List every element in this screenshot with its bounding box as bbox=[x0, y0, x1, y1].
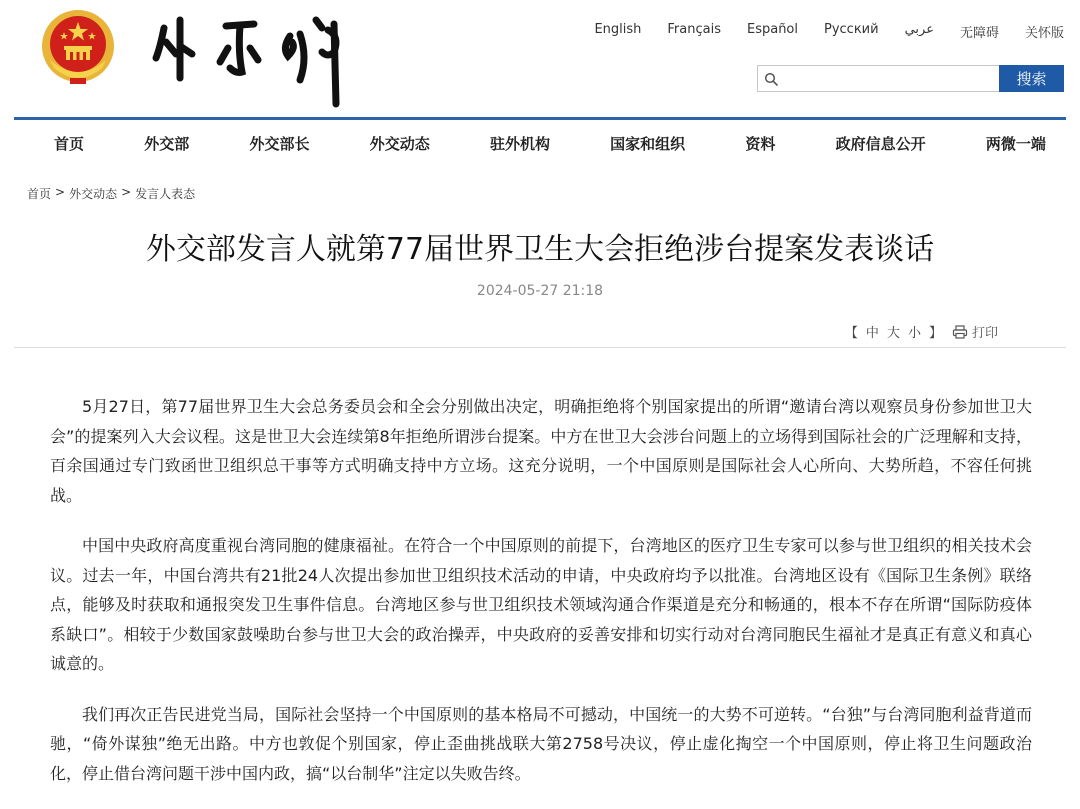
accessibility-link[interactable]: 无障碍 bbox=[959, 26, 999, 41]
nav-item-countries[interactable]: 国家和组织 bbox=[610, 134, 686, 153]
nav-item-missions[interactable]: 驻外机构 bbox=[489, 134, 550, 153]
breadcrumb-separator: > bbox=[55, 185, 66, 199]
article-title: 外交部发言人就第77届世界卫生大会拒绝涉台提案发表谈话 bbox=[145, 232, 935, 267]
article-date: 2024-05-27 21:18 bbox=[476, 283, 604, 299]
breadcrumb-spokesperson[interactable]: 发言人表态 bbox=[135, 187, 196, 201]
care-version-link[interactable]: 关怀版 bbox=[1024, 26, 1064, 41]
nav-item-ministry[interactable]: 外交部 bbox=[144, 134, 190, 153]
font-size-large[interactable]: 大 bbox=[886, 326, 900, 341]
national-emblem-icon[interactable] bbox=[40, 8, 116, 88]
font-size-bracket-close: 】 bbox=[928, 326, 942, 341]
breadcrumb-home[interactable]: 首页 bbox=[27, 187, 52, 201]
article-body bbox=[50, 392, 1032, 809]
header bbox=[0, 0, 1080, 118]
article-tools bbox=[845, 322, 998, 341]
language-bar bbox=[594, 22, 1064, 41]
nav-item-diplomatic-news[interactable]: 外交动态 bbox=[369, 134, 430, 153]
lang-arabic-link[interactable]: عربي bbox=[904, 22, 934, 37]
font-size-selector bbox=[845, 322, 942, 341]
search-button[interactable]: 搜索 bbox=[999, 65, 1064, 92]
nav-item-social[interactable]: 两微一端 bbox=[985, 134, 1046, 153]
print-button[interactable] bbox=[952, 322, 998, 341]
lang-spanish-link[interactable]: Español bbox=[746, 22, 798, 37]
article-paragraph: 5月27日，第77届世界卫生大会总务委员会和全会分别做出决定，明确拒绝将个别国家提出的所谓“邀请台湾以观察员身份参加世卫大会”的提案列入大会议程。这是世卫大会连续第8年拒绝所谓涉台提案。中方在世卫大会涉台问题上的立场得到国际社会的广泛理解和支持，百余国通过专门致函世卫组织总干事等方式明确支持中方立场。这充分说明，一个中国原则是国际社会人心所向、大势所趋，不容任何挑战。 bbox=[50, 397, 1032, 505]
search-bar bbox=[757, 65, 1064, 92]
lang-english-link[interactable]: English bbox=[594, 22, 642, 37]
nav-item-resources[interactable]: 资料 bbox=[745, 134, 776, 153]
calligraphy-logo-icon[interactable] bbox=[150, 8, 360, 108]
article-paragraph: 我们再次正告民进党当局，国际社会坚持一个中国原则的基本格局不可撼动，中国统一的大势不可逆转。“台独”与台湾同胞利益背道而驰，“倚外谋独”绝无出路。中方也敦促个别国家，停止歪曲挑战联大第2758号决议，停止虚化掏空一个中国原则，停止将卫生问题政治化，停止借台湾问题干涉中国内政，搞“以台制华”注定以失败告终。 bbox=[50, 704, 1032, 783]
search-icon bbox=[764, 72, 778, 86]
font-size-small[interactable]: 小 bbox=[907, 326, 921, 341]
main-nav bbox=[14, 120, 1066, 166]
breadcrumb-separator: > bbox=[121, 185, 132, 199]
tools-divider bbox=[14, 347, 1066, 348]
nav-item-home[interactable]: 首页 bbox=[54, 134, 85, 153]
lang-russian-link[interactable]: Русский bbox=[824, 22, 879, 37]
breadcrumb-diplomatic-news[interactable]: 外交动态 bbox=[69, 187, 118, 201]
article-paragraph: 中国中央政府高度重视台湾同胞的健康福祉。在符合一个中国原则的前提下，台湾地区的医疗卫生专家可以参与世卫组织的相关技术会议。过去一年，中国台湾共有21批24人次提出参加世卫组织技术活动的申请，中央政府均予以批准。台湾地区设有《国际卫生条例》联络点，能够及时获取和通报突发卫生事件信息。台湾地区参与世卫组织技术领域沟通合作渠道是充分和畅通的，根本不存在所谓“国际防疫体系缺口”。相较于少数国家鼓噪助台参与世卫大会的政治操弄，中央政府的妥善安排和切实行动对台湾同胞民生福祉才是真正有意义和真心诚意的。 bbox=[50, 536, 1032, 673]
search-box bbox=[757, 65, 999, 92]
nav-item-gov-info[interactable]: 政府信息公开 bbox=[835, 134, 926, 153]
lang-french-link[interactable]: Français bbox=[667, 22, 721, 37]
font-size-bracket-open: 【 bbox=[844, 326, 858, 341]
search-input[interactable] bbox=[758, 66, 999, 91]
font-size-medium[interactable]: 中 bbox=[865, 326, 879, 341]
nav-item-minister[interactable]: 外交部长 bbox=[249, 134, 310, 153]
breadcrumb bbox=[27, 185, 195, 202]
print-label: 打印 bbox=[971, 326, 998, 341]
printer-icon bbox=[952, 325, 968, 339]
